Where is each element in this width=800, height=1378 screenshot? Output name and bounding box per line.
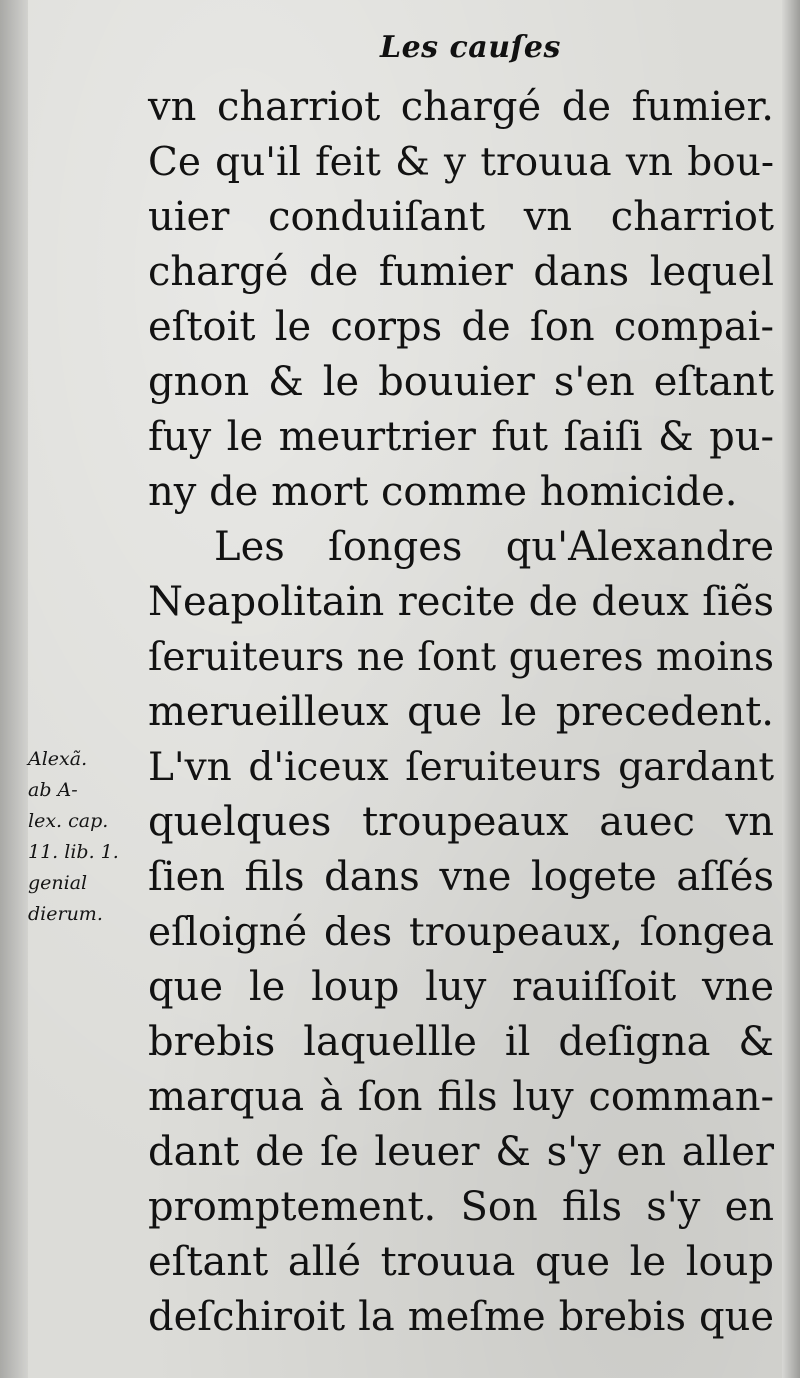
text-line: merueilleux que le precedent. (148, 689, 774, 735)
text-line: marqua à ſon fils luy comman- (148, 1074, 774, 1120)
text-line: L'vn d'iceux ſeruiteurs gardant (148, 745, 774, 790)
margin-note-line: lex. cap. (28, 810, 109, 832)
text-line: ny de mort comme homicide. (148, 469, 738, 515)
text-line: gnon & le bouuier s'en eſtant (148, 359, 774, 405)
text-line: vn charriot chargé de fumier. (148, 84, 774, 130)
paragraph-start-line: Les ſonges qu'Alexandre (214, 524, 774, 570)
text-line: Neapolitain recite de deux ſiẽs (148, 579, 774, 625)
text-line: ſien fils dans vne logete aſſés (148, 854, 774, 900)
margin-note-line: dierum. (28, 903, 103, 925)
body-text (148, 80, 774, 1345)
margin-note (28, 744, 146, 930)
text-line: que le loup luy rauiſſoit vne (148, 964, 774, 1010)
text-line: eſtant allé trouua que le loup (148, 1239, 774, 1285)
text-line: fuy le meurtrier fut ſaiſi & pu- (148, 414, 774, 460)
text-line: ſeruiteurs ne ſont gueres moins (148, 635, 774, 680)
text-line: eſloigné des troupeaux, ſongea (148, 910, 774, 955)
text-line: deſchiroit la meſme brebis que (148, 1294, 774, 1340)
text-line: dant de ſe leuer & s'y en aller (148, 1129, 774, 1175)
running-head: Les cauſes (380, 30, 561, 65)
margin-note-line: ab A- (28, 779, 78, 801)
text-line: Ce qu'il feit & y trouua vn bou- (148, 140, 774, 185)
text-line: promptement. Son fils s'y en (148, 1184, 774, 1230)
text-line: chargé de fumier dans lequel (148, 249, 774, 295)
text-line: uier conduiſant vn charriot (148, 194, 774, 240)
page-gutter-shadow (0, 0, 28, 1378)
text-line: quelques troupeaux auec vn (148, 799, 774, 845)
page-edge-shadow (782, 0, 800, 1378)
text-line: eſtoit le corps de ſon compai- (148, 304, 774, 350)
margin-note-line: genial (28, 872, 88, 894)
margin-note-line: 11. lib. 1. (28, 841, 119, 863)
margin-note-line: Alexã. (28, 748, 88, 770)
text-line: brebis laquellle il deſigna & (148, 1019, 774, 1065)
